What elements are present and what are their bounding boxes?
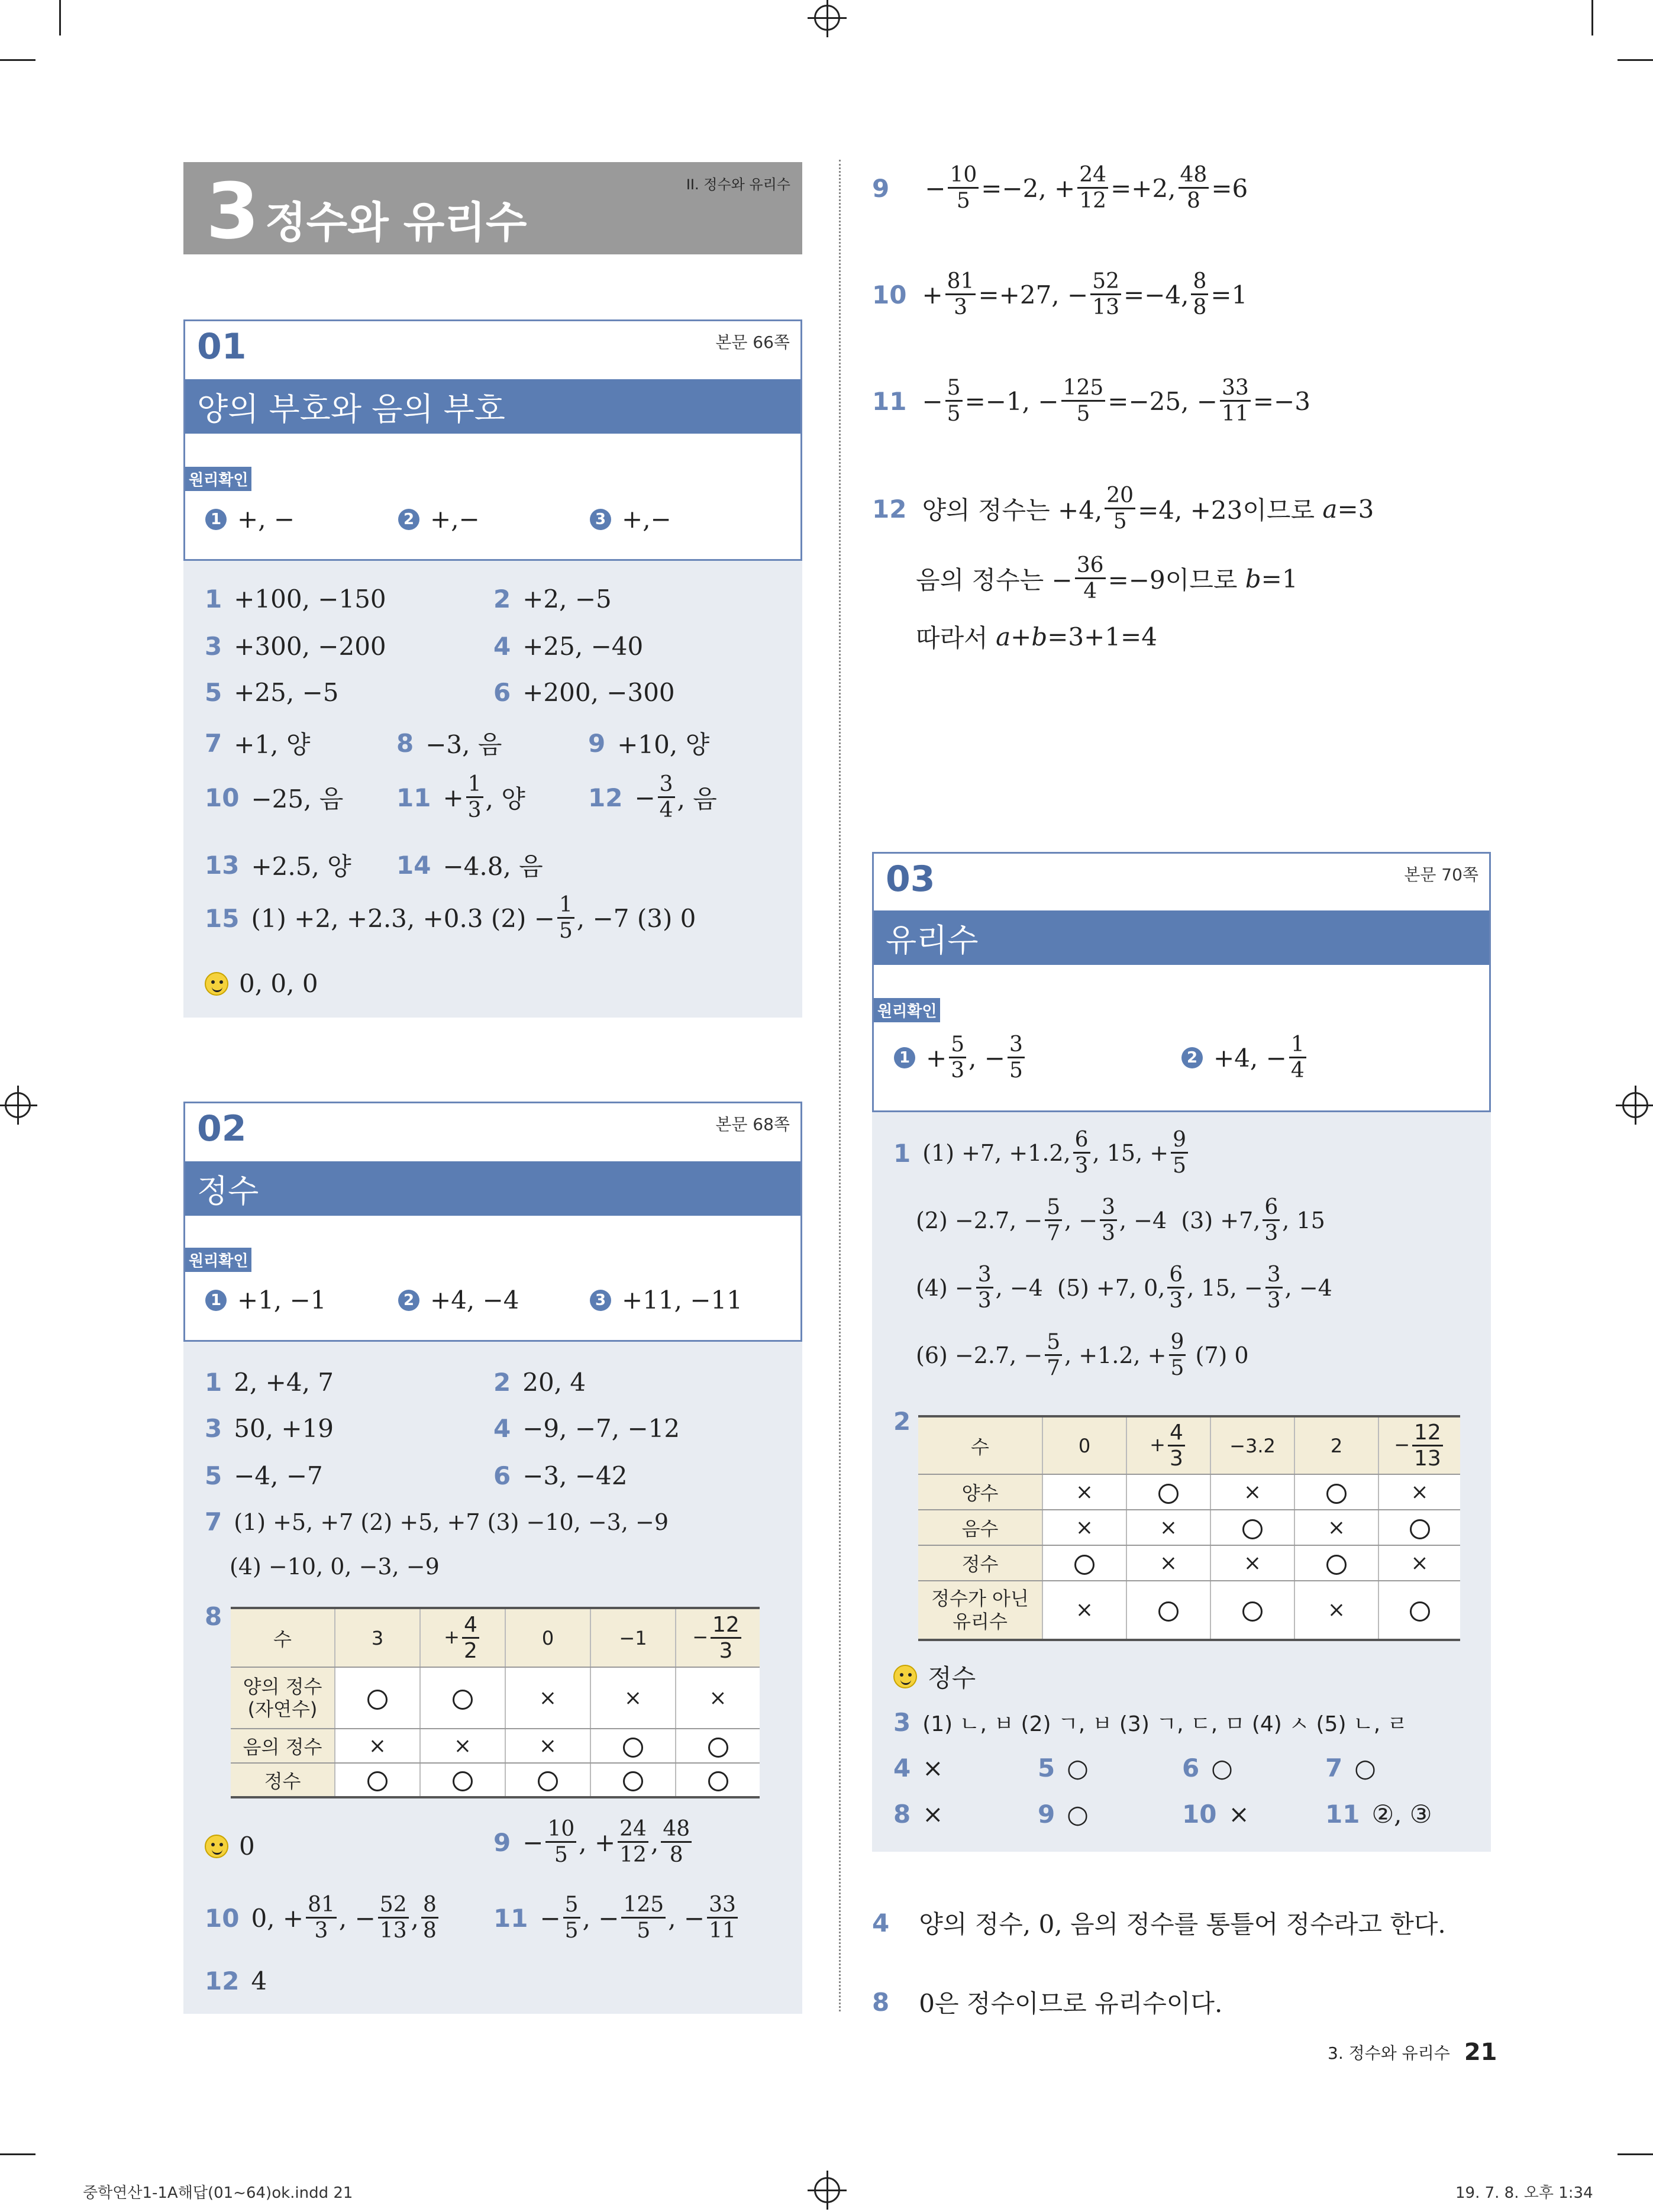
cross-mark-icon: ×: [453, 1733, 472, 1758]
cross-mark-icon: ×: [368, 1733, 387, 1758]
cross-mark-icon: ×: [1410, 1480, 1429, 1504]
smile-icon: [205, 972, 228, 996]
column-divider: [839, 160, 841, 2011]
answer-item: 13 +2.5, 양: [205, 850, 351, 881]
table-row: 음의 정수 × × ×: [231, 1729, 760, 1763]
registration-mark-icon: [5, 1092, 31, 1118]
answer-item: 8 ×: [893, 1800, 944, 1829]
answer-item: (4) −10, 0, −3, −9: [230, 1554, 440, 1580]
crop-mark: [0, 59, 35, 61]
answer-item: 11 − 5 5 , − 125 5 , − 33 11: [493, 1894, 740, 1942]
answer-item: 10 ×: [1182, 1800, 1250, 1829]
table-row: 양의 정수 (자연수) × × ×: [231, 1667, 760, 1729]
circle-mark-icon: [1242, 1519, 1263, 1539]
fraction: $\frac{3}{4}$: [658, 774, 675, 821]
circle-mark-icon: [623, 1738, 643, 1758]
answer-item: 3 (1) ㄴ, ㅂ (2) ㄱ, ㅂ (3) ㄱ, ㄷ, ㅁ (4) ㅅ (5) ㄴ, ㄹ: [893, 1708, 1408, 1737]
answer-item: 9 − 10 5 =−2, + 24 12 =+2, 48 8 =6: [872, 163, 1248, 213]
fraction: $\frac{1}{5}$: [557, 895, 574, 942]
cross-mark-icon: ×: [1243, 1480, 1262, 1504]
section-03-answers: [872, 1112, 1491, 1852]
circle-mark-icon: [1158, 1601, 1179, 1622]
answer-item: 7 ○: [1325, 1754, 1376, 1782]
answer-item: 4 +25, −40: [493, 632, 644, 661]
answer-item: 9 +10, 양: [588, 728, 710, 759]
cross-mark-icon: ×: [538, 1685, 557, 1710]
answer-item: 4 ×: [893, 1754, 944, 1782]
answer-item: 6 ○: [1182, 1754, 1233, 1782]
answer-label: 2: [893, 1407, 911, 1436]
section-tag: II. 정수와 유리수: [686, 176, 790, 193]
circle-mark-icon: [1242, 1601, 1263, 1622]
answer-item: 12 − $\frac{3}{4}$ , 음: [588, 772, 717, 822]
principle-tag: 원리확인: [185, 467, 251, 491]
section-number: 02: [197, 1108, 247, 1149]
answer-item: 3 50, +19: [205, 1414, 334, 1443]
cross-mark-icon: ×: [1410, 1551, 1429, 1575]
answer-item: (4) − 3 3 , −4 (5) +7, 0, 6 3 , 15, − 3 3 , −4: [916, 1262, 1332, 1313]
page-footer: 3. 정수와 유리수 21: [1328, 2039, 1497, 2066]
cross-mark-icon: ×: [1159, 1515, 1178, 1540]
print-date: 19. 7. 8. 오후 1:34: [1455, 2184, 1593, 2202]
check-answer: 0: [205, 1832, 255, 1861]
circle-mark-icon: [1158, 1484, 1179, 1504]
answer-label: 8: [205, 1602, 222, 1631]
answer-item: 1 2, +4, 7: [205, 1368, 334, 1397]
cross-mark-icon: ×: [709, 1685, 727, 1710]
crop-mark: [1618, 59, 1653, 61]
table-row: 정수: [231, 1763, 760, 1797]
table-row: 정수 × × ×: [918, 1545, 1460, 1581]
answer-item: 7 (1) +5, +7 (2) +5, +7 (3) −10, −3, −9: [205, 1507, 669, 1536]
answer-item: 6 −3, −42: [493, 1461, 628, 1490]
circle-mark-icon: [367, 1690, 388, 1710]
section-title: 정수: [185, 1161, 800, 1216]
circle-mark-icon: [1326, 1555, 1347, 1575]
circle-mark-icon: [1410, 1601, 1430, 1622]
section-01-answers: [183, 561, 802, 1018]
registration-mark-icon: [814, 2177, 840, 2203]
cross-mark-icon: ×: [1075, 1515, 1094, 1540]
answer-item: 음의 정수는 − $\frac{36}{4}$ =−9이므로 b =1: [916, 553, 1298, 603]
file-info: 중학연산1-1A해답(01~64)ok.indd 21: [83, 2184, 353, 2202]
section-01-header: [183, 319, 802, 561]
section-title: 양의 부호와 음의 부호: [185, 379, 800, 434]
circle-mark-icon: [623, 1771, 643, 1791]
chapter-title: 정수와 유리수: [265, 198, 527, 247]
cross-mark-icon: ×: [1075, 1598, 1094, 1622]
answer-item: 7 +1, 양: [205, 728, 311, 759]
principle-item: 3 +11, −11: [590, 1286, 742, 1315]
answer-item: 9 − 10 5 , + 24 12 , 48 8: [493, 1819, 694, 1866]
principle-item: 2 +4, −4: [398, 1286, 519, 1315]
principle-item: 3 +,−: [590, 505, 671, 534]
answer-item: 14 −4.8, 음: [396, 850, 543, 881]
section-02-answers: [183, 1342, 802, 2014]
table-row: 정수가 아닌 유리수 × ×: [918, 1581, 1460, 1640]
registration-mark-icon: [1622, 1092, 1648, 1118]
note-item: 4 양의 정수, 0, 음의 정수를 통틀어 정수라고 한다.: [872, 1908, 1446, 1939]
cross-mark-icon: ×: [1327, 1515, 1346, 1540]
answer-item: 10 + 81 3 =+27, − 52 13 =−4, 8 8 =1: [872, 269, 1248, 319]
cross-mark-icon: ×: [1327, 1598, 1346, 1622]
principle-tag: 원리확인: [185, 1248, 251, 1272]
answer-item: 5 −4, −7: [205, 1461, 323, 1490]
circle-mark-icon: [1410, 1519, 1430, 1539]
registration-mark-icon: [814, 5, 840, 31]
principle-item: 1 +, −: [205, 505, 295, 534]
smile-icon: [893, 1665, 917, 1688]
answer-item: 11 − 5 5 =−1, − 125 5 =−25, − 33 11 =−3: [872, 376, 1310, 426]
answer-item: 10 0, + 81 3 , − 52 13 , 8 8: [205, 1894, 441, 1942]
crop-mark: [0, 2153, 35, 2155]
fraction: $\frac{1}{3}$: [466, 774, 483, 821]
principle-item: 1 + 5 3 , − 3 5: [894, 1031, 1027, 1084]
circle-mark-icon: [453, 1690, 473, 1710]
circle-mark-icon: [453, 1771, 473, 1791]
principle-tag: 원리확인: [874, 998, 940, 1022]
principle-item: 2 +,−: [398, 505, 480, 534]
crop-mark: [59, 0, 61, 35]
circle-mark-icon: [708, 1738, 728, 1758]
circle-mark-icon: [1074, 1555, 1095, 1575]
answer-item: (6) −2.7, − 5 7 , +1.2, + 9 5 (7) 0: [916, 1330, 1249, 1380]
integer-table: 수 3 + $\frac{4}{2}$ 0 −1 − $\frac{12}{3}$ 양의 정수 (자연수) × × × 음의 정수 × × × 정수: [231, 1607, 760, 1798]
answer-item: 따라서 a + b =3+1=4: [916, 622, 1157, 653]
answer-item: 12 4: [205, 1966, 267, 1995]
table-row: 양수 × × ×: [918, 1474, 1460, 1510]
circle-mark-icon: [708, 1771, 728, 1791]
section-title: 유리수: [874, 910, 1489, 965]
section-number: 03: [886, 858, 935, 900]
note-item: 8 0은 정수이므로 유리수이다.: [872, 1987, 1223, 2018]
cross-mark-icon: ×: [624, 1685, 643, 1710]
page-reference: 본문 70쪽: [1404, 865, 1478, 884]
page-reference: 본문 68쪽: [715, 1115, 790, 1134]
crop-mark: [1591, 0, 1593, 35]
check-answer: 0, 0, 0: [205, 969, 318, 998]
chapter-number: 3: [206, 166, 260, 256]
rational-table: 수 0 + $\frac{4}{3}$ −3.2 2 − $\frac{12}{13}$ 양수 × × × 음수 × × × 정수 × × × 정수가 아닌 유리수 × ×: [918, 1415, 1460, 1641]
cross-mark-icon: ×: [1159, 1551, 1178, 1575]
answer-item: 6 +200, −300: [493, 678, 675, 707]
answer-item: 2 20, 4: [493, 1368, 586, 1397]
answer-item: 1 (1) +7, +1.2, 6 3 , 15, + 9 5: [893, 1126, 1190, 1180]
section-02-header: [183, 1102, 802, 1342]
answer-item: 1 +100, −150: [205, 585, 386, 613]
circle-mark-icon: [1326, 1484, 1347, 1504]
circle-mark-icon: [538, 1771, 558, 1791]
answer-item: 15 (1) +2, +2.3, +0.3 (2) − $\frac{1}{5}$ , −7 (3) 0: [205, 893, 696, 943]
answer-item: 8 −3, 음: [396, 728, 502, 759]
answer-item: 12 양의 정수는 +4, $\frac{20}{5}$ =4, +23이므로 a =3: [872, 483, 1374, 534]
section-number: 01: [197, 326, 247, 367]
smile-icon: [205, 1835, 228, 1858]
circle-mark-icon: [367, 1771, 388, 1791]
chapter-header: [183, 162, 802, 254]
cross-mark-icon: ×: [1075, 1480, 1094, 1504]
page-reference: 본문 66쪽: [715, 332, 790, 352]
answer-item: 4 −9, −7, −12: [493, 1414, 680, 1443]
table-row: 음수 × × ×: [918, 1510, 1460, 1545]
answer-item: 5 +25, −5: [205, 678, 339, 707]
answer-item: 11 + $\frac{1}{3}$ , 양: [396, 772, 525, 822]
answer-item: 3 +300, −200: [205, 632, 386, 661]
answer-item: 2 +2, −5: [493, 585, 612, 613]
cross-mark-icon: ×: [538, 1733, 557, 1758]
answer-item: 9 ○: [1038, 1800, 1089, 1829]
cross-mark-icon: ×: [1243, 1551, 1262, 1575]
check-answer: 정수: [893, 1659, 976, 1694]
answer-item: (2) −2.7, − 5 7 , − 3 3 , −4 (3) +7, 6 3 , 15: [916, 1195, 1325, 1245]
answer-item: 10 −25, 음: [205, 783, 344, 813]
principle-item: 1 +1, −1: [205, 1286, 327, 1315]
answer-item: 5 ○: [1038, 1754, 1089, 1782]
principle-item: 2 +4, − 1 4: [1181, 1031, 1309, 1084]
crop-mark: [1618, 2153, 1653, 2155]
section-03-header: [872, 852, 1491, 1112]
answer-item: 11 ②, ③: [1325, 1800, 1432, 1829]
